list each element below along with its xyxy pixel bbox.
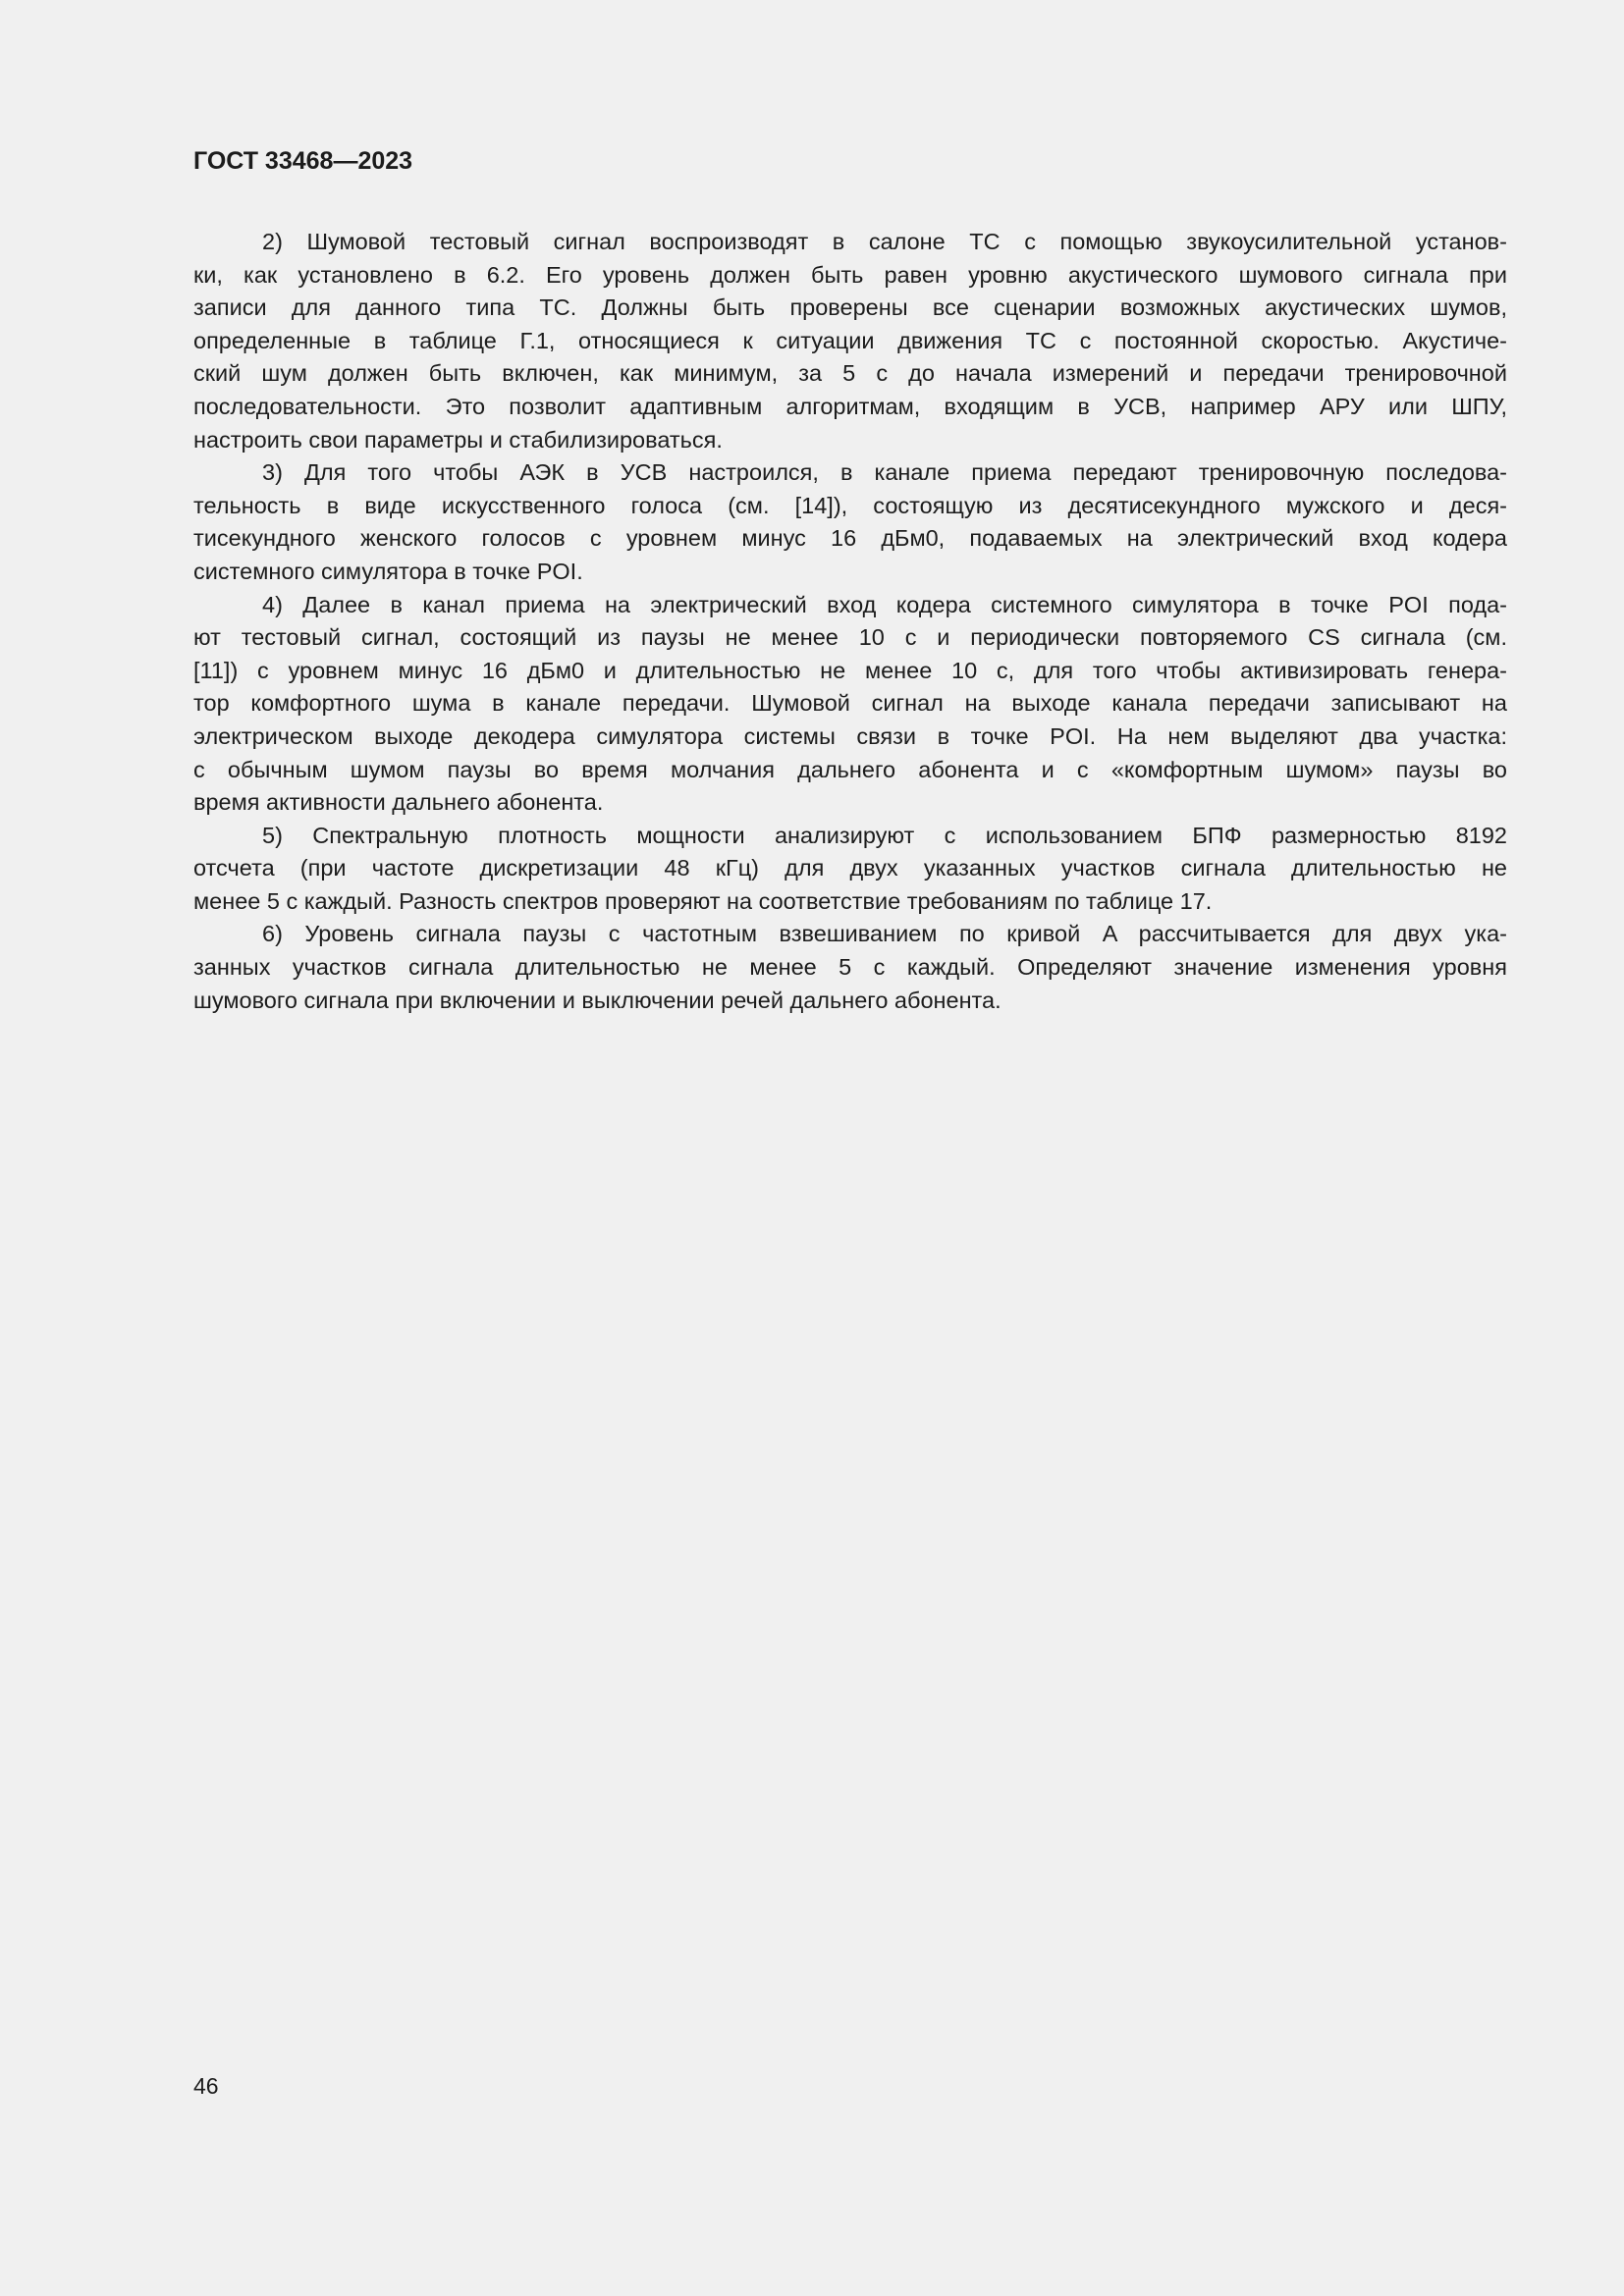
text-line: электрическом выходе декодера симулятора системы связи в точке POI. На нем выделяют два участка: bbox=[193, 722, 1507, 749]
text-line: тор комфортного шума в канале передачи. Шумовой сигнал на выходе канала передачи записывают на bbox=[193, 690, 1507, 717]
text-line: менее 5 с каждый. Разность спектров проверяют на соответствие требованиям по таблице 17. bbox=[193, 887, 1213, 914]
text-line: системного симулятора в точке POI. bbox=[193, 558, 583, 584]
text-line: отсчета (при частоте дискретизации 48 кГц) для двух указанных участков сигнала длительностью не bbox=[193, 855, 1507, 881]
text-line: 2) Шумовой тестовый сигнал воспроизводят в салоне ТС с помощью звукоусилительной установ- bbox=[262, 229, 1507, 254]
paragraph bbox=[193, 589, 1507, 820]
text-line: тельность в виде искусственного голоса (см. [14]), состоящую из десятисекундного мужского и деся- bbox=[193, 492, 1507, 518]
text-line: с обычным шумом паузы во время молчания дальнего абонента и с «комфортным шумом» паузы во bbox=[193, 756, 1507, 782]
text-line: 3) Для того чтобы АЭК в УСВ настроился, в канале приема передают тренировочную последова- bbox=[262, 459, 1507, 486]
text-line: 6) Уровень сигнала паузы с частотным взвешиванием по кривой A рассчитывается для двух ука- bbox=[262, 921, 1507, 947]
text-line: ский шум должен быть включен, как минимум, за 5 с до начала измерений и передачи тренировочной bbox=[193, 360, 1507, 387]
paragraph bbox=[193, 226, 1507, 456]
text-line: последовательности. Это позволит адаптивным алгоритмам, входящим в УСВ, например АРУ или ШПУ, bbox=[193, 393, 1507, 419]
paragraph bbox=[193, 918, 1507, 1017]
text-line: записи для данного типа ТС. Должны быть проверены все сценарии возможных акустических шумов, bbox=[193, 294, 1507, 321]
text-line: 5) Спектральную плотность мощности анализируют с использованием БПФ размерностью 8192 bbox=[262, 822, 1507, 848]
paragraph bbox=[193, 820, 1507, 919]
text-line: [11]) с уровнем минус 16 дБм0 и длительностью не менее 10 с, для того чтобы активизировать генера- bbox=[193, 657, 1507, 683]
text-line: 4) Далее в канал приема на электрический вход кодера системного симулятора в точке POI пода- bbox=[262, 591, 1507, 617]
document-header: ГОСТ 33468—2023 bbox=[193, 147, 413, 175]
text-line: ки, как установлено в 6.2. Его уровень должен быть равен уровню акустического шумового сигнала при bbox=[193, 261, 1507, 288]
document-body bbox=[193, 226, 1507, 1017]
text-line: настроить свои параметры и стабилизироваться. bbox=[193, 426, 723, 453]
page-number: 46 bbox=[193, 2073, 219, 2099]
text-line: определенные в таблице Г.1, относящиеся к ситуации движения ТС с постоянной скоростью. Акустиче- bbox=[193, 327, 1507, 353]
text-line: ют тестовый сигнал, состоящий из паузы не менее 10 с и периодически повторяемого CS сигнала (см. bbox=[193, 624, 1507, 651]
paragraph bbox=[193, 456, 1507, 588]
text-line: занных участков сигнала длительностью не менее 5 с каждый. Определяют значение изменения уровня bbox=[193, 954, 1507, 981]
text-line: тисекундного женского голосов с уровнем минус 16 дБм0, подаваемых на электрический вход кодера bbox=[193, 525, 1507, 552]
text-line: шумового сигнала при включении и выключении речей дальнего абонента. bbox=[193, 987, 1001, 1013]
text-line: время активности дальнего абонента. bbox=[193, 789, 604, 816]
